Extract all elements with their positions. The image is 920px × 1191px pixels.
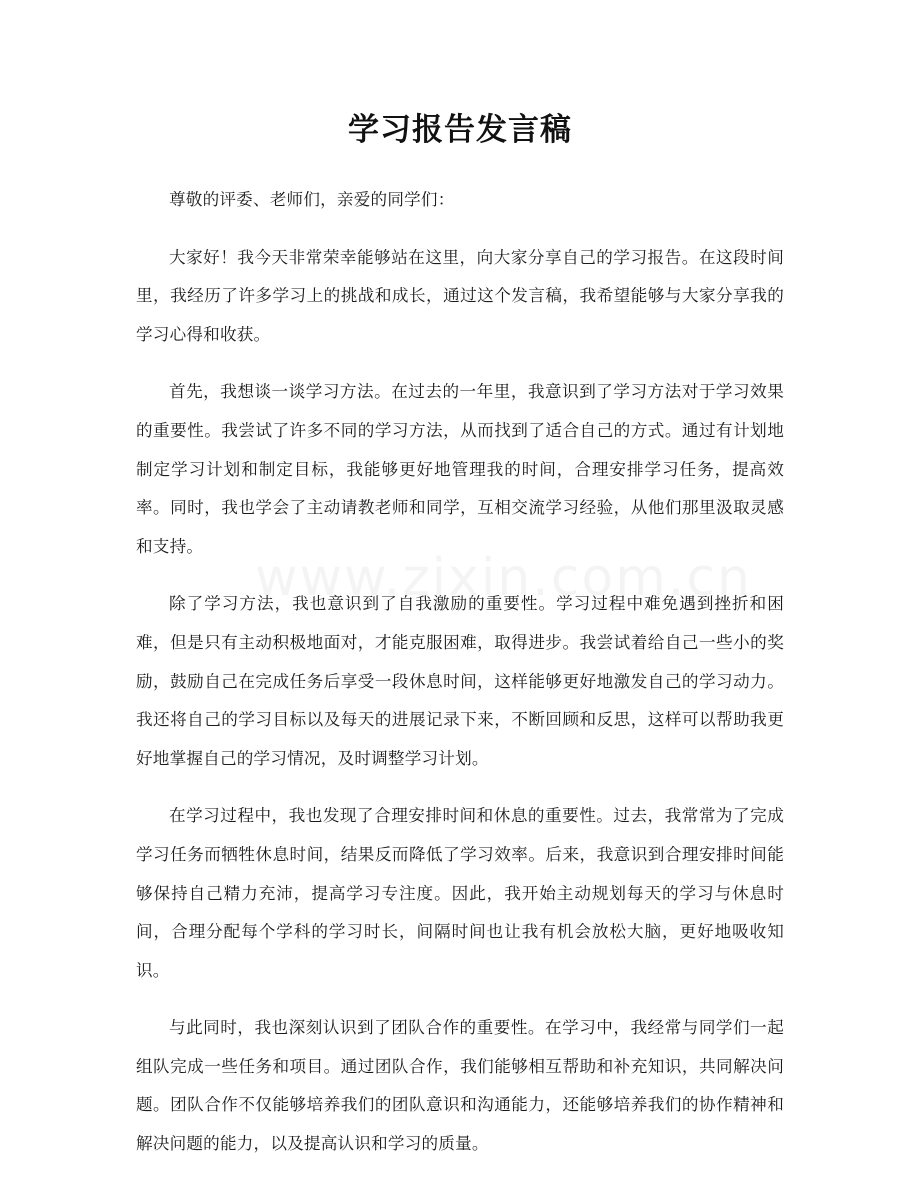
- document-body: [136, 181, 784, 1183]
- document-title: 学习报告发言稿: [348, 112, 572, 148]
- paragraph-self-motivation: 除了学习方法，我也意识到了自我激励的重要性。学习过程中难免遇到挫折和困难，但是只有主动积极地面对，才能克服困难，取得进步。我尝试着给自己一些小的奖励，鼓励自己在完成任务后享受一段休息时间，这样能够更好地激发自己的学习动力。我还将自己的学习目标以及每天的进展记录下来，不断回顾和反思，这样可以帮助我更好地掌握自己的学习情况，及时调整学习计划。: [136, 594, 784, 768]
- paragraph-time-rest: 在学习过程中，我也发现了合理安排时间和休息的重要性。过去，我常常为了完成学习任务而牺牲休息时间，结果反而降低了学习效率。后来，我意识到合理安排时间能够保持自己精力充沛，提高学习专注度。因此，我开始主动规划每天的学习与休息时间，合理分配每个学科的学习时长，间隔时间也让我有机会放松大脑，更好地吸收知识。: [136, 806, 784, 980]
- salutation: 尊敬的评委、老师们，亲爱的同学们：: [169, 190, 455, 209]
- paragraph-teamwork: 与此同时，我也深刻认识到了团队合作的重要性。在学习中，我经常与同学们一起组队完成一些任务和项目。通过团队合作，我们能够相互帮助和补充知识，共同解决问题。团队合作不仅能够培养我们的团队意识和沟通能力，还能够培养我们的协作精神和解决问题的能力，以及提高认识和学习的质量。: [136, 1018, 784, 1154]
- paragraph-intro: 大家好！我今天非常荣幸能够站在这里，向大家分享自己的学习报告。在这段时间里，我经历了许多学习上的挑战和成长，通过这个发言稿，我希望能够与大家分享我的学习心得和收获。: [136, 247, 784, 344]
- paragraph-study-methods: 首先，我想谈一谈学习方法。在过去的一年里，我意识到了学习方法对于学习效果的重要性。我尝试了许多不同的学习方法，从而找到了适合自己的方式。通过有计划地制定学习计划和制定目标，我能够更好地管理我的时间，合理安排学习任务，提高效率。同时，我也学会了主动请教老师和同学，互相交流学习经验，从他们那里汲取灵感和支持。: [136, 382, 784, 556]
